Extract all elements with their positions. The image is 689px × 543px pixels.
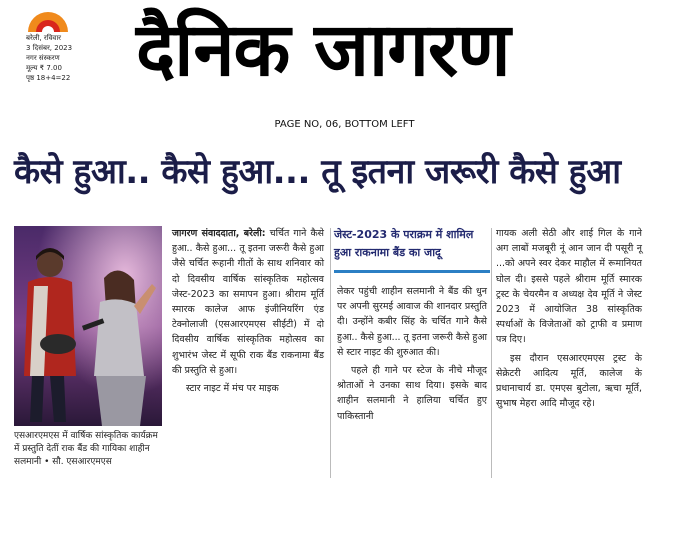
dateline: जागरण संवाददाता, बरेली: xyxy=(172,228,266,239)
article-paragraph: इस दौरान एसआरएमएस ट्रस्ट के सेक्रेटरी आदित्य मूर्ति, कालेज के प्रधानाचार्य डा. एमएस बुटोला, ऋचा मूर्ति, सुभाष मेहरा आदि मौजूद रहे। xyxy=(496,352,642,410)
photo-caption xyxy=(14,430,162,469)
article-column-2 xyxy=(337,284,487,427)
article-headline: कैसे हुआ.. कैसे हुआ... तू इतना जरूरी कैसे हुआ xyxy=(14,152,621,192)
edition-price: मूल्य ₹ 7.00 xyxy=(26,64,62,72)
masthead-title: दैनिक जागरण xyxy=(136,7,510,93)
edition-pages: पृष्ठ 18+4=22 xyxy=(26,74,71,82)
subheadline-rule xyxy=(334,270,490,273)
edition-info xyxy=(26,33,72,83)
sun-logo-icon xyxy=(24,8,72,32)
article-paragraph: स्टार नाइट में मंच पर माइक xyxy=(186,383,279,395)
article-paragraph: गायक अली सेठी और शाई गिल के गाने अग लाबों मजबूरी नूं आन जान दी पसूरी नू ...को अपने स्वर देकर माहौल में रूमानियत घोल दी। इससे पहले श्रीराम मूर्ति स्मारक ट्रस्ट के चेयरमैन व अध्यक्ष देव मूर्ति ने जेस्ट 2023 में आयोजित 38 सांस्कृतिक स्पर्धाओं के विजेताओं को ट्राफी व प्रमाण पत्र दिए। xyxy=(496,228,642,346)
edition-section: नगर संस्करण xyxy=(26,54,60,62)
photo-caption-text: एसआरएमएस में वार्षिक सांस्कृतिक कार्यक्रम में प्रस्तुति देतीं राक बैंड की गायिका शाहीन सलमानी xyxy=(14,431,158,467)
article-subheadline: जेस्ट-2023 के पराक्रम में शामिल हुआ राकनामा बैंड का जादू xyxy=(334,228,474,259)
article-column-3 xyxy=(496,226,642,414)
concert-photo xyxy=(14,226,162,426)
photo-credit: सौ. एसआरएमएस xyxy=(52,457,112,467)
page-label: PAGE NO, 06, BOTTOM LEFT xyxy=(274,119,415,130)
article-paragraph xyxy=(172,226,324,378)
article-column-1 xyxy=(172,226,324,399)
paragraph-text: चर्चित गाने कैसे हुआ.. कैसे हुआ... तू इतना जरूरी कैसे हुआ जैसे चर्चित रूहानी गीतों के साथ शनिवार को दो दिवसीय वार्षिक सांस्कृतिक महोत्सव जेस्ट-2023 का समापन हुआ। श्रीराम मूर्ति स्मारक कालेज आफ इंजीनियरिंग एंड टेक्नोलाजी (एसआरएमएस सीईटी) में दो दिवसीय वार्षिक सांस्कृतिक महोत्सव का शुभारंभ जेस्ट में सूफी राक बैंड राकनामा बैंड की प्रस्तुति से हुआ। xyxy=(172,228,324,376)
photo-credit-separator: • xyxy=(44,457,53,467)
edition-date: 3 दिसंबर, 2023 xyxy=(26,44,73,52)
column-divider xyxy=(491,228,492,478)
article-paragraph: पहले ही गाने पर स्टेज के नीचे मौजूद श्रोताओं ने उनका साथ दिया। इसके बाद शाहीन सलमानी ने हालिया चर्चित हुए पाकिस्तानी xyxy=(337,365,487,422)
column-divider xyxy=(330,228,331,478)
article-paragraph: लेकर पहुंची शाहीन सलमानी ने बैंड की धुन पर अपनी सुरमई आवाज की शानदार प्रस्तुति दी। उन्होंने कबीर सिंह के चर्चित गाने कैसे हुआ.. कैसे हुआ... तू इतना जरूरी कैसे हुआ से स्टार नाइट की शुरुआत की। xyxy=(337,286,487,358)
edition-city-day: बरेली, रविवार xyxy=(26,34,62,42)
